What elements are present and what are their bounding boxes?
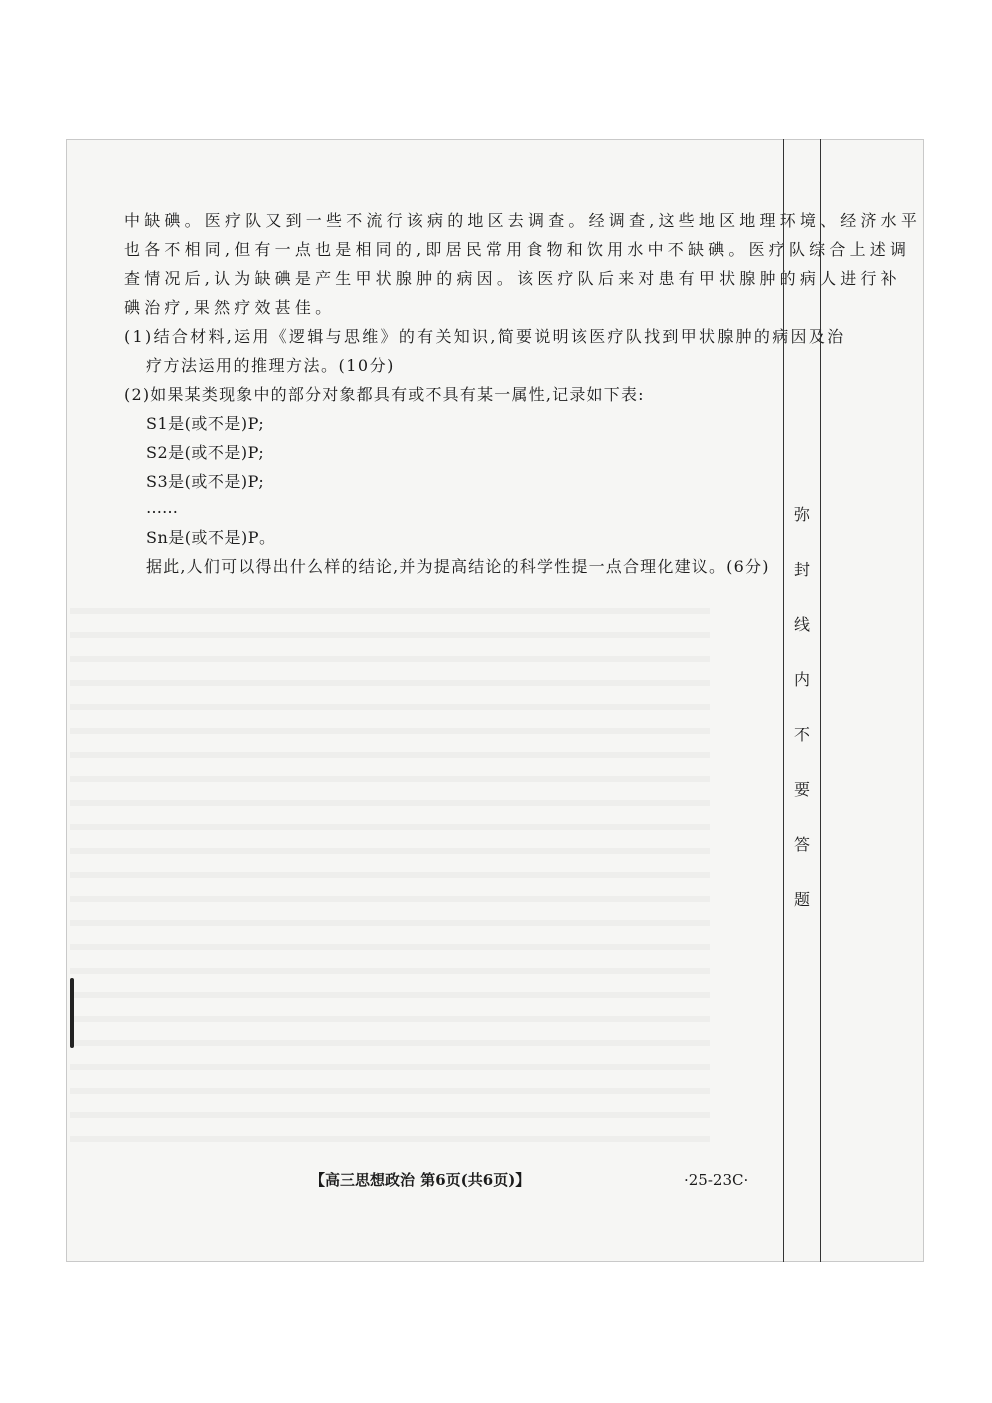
page-footer-code: ·25-23C· [684, 1171, 749, 1189]
paragraph-line: 中缺碘。医疗队又到一些不流行该病的地区去调查。经调查,这些地区地理环境、经济水平 [124, 211, 922, 230]
record-item: …… [146, 498, 178, 517]
record-item: S1是(或不是)P; [146, 414, 265, 433]
paragraph-line: 查情况后,认为缺碘是产生甲状腺肿的病因。该医疗队后来对患有甲状腺肿的病人进行补 [124, 269, 901, 288]
question-2-intro: (2)如果某类现象中的部分对象都具有或不具有某一属性,记录如下表: [124, 385, 645, 404]
binding-notice-char: 线 [793, 615, 810, 634]
binding-notice-char: 题 [793, 890, 810, 909]
binding-notice-char: 弥 [793, 505, 810, 524]
page-footer-title: 【高三思想政治 第6页(共6页)】 [310, 1171, 531, 1189]
binding-notice-char: 内 [793, 670, 810, 689]
binding-notice-char: 答 [793, 835, 810, 854]
record-item: S3是(或不是)P; [146, 472, 265, 491]
question-2-prompt: 据此,人们可以得出什么样的结论,并为提高结论的科学性提一点合理化建议。(6分) [146, 557, 770, 576]
binding-notice-char: 要 [793, 780, 810, 799]
binding-notice-char: 不 [793, 725, 810, 744]
paragraph-line: 碘治疗,果然疗效甚佳。 [124, 298, 336, 317]
record-item: S2是(或不是)P; [146, 443, 265, 462]
record-item: Sn是(或不是)P。 [146, 528, 276, 547]
scan-edge-mark [70, 978, 74, 1048]
question-1-text: (1)结合材料,运用《逻辑与思维》的有关知识,简要说明该医疗队找到甲状腺肿的病因及治 [124, 327, 846, 346]
show-through-texture [70, 590, 710, 1150]
paragraph-line: 也各不相同,但有一点也是相同的,即居民常用食物和饮用水中不缺碘。医疗队综合上述调 [124, 240, 911, 259]
binding-margin [783, 139, 821, 1262]
binding-notice-char: 封 [793, 560, 810, 579]
question-1-text: 疗方法运用的推理方法。(10分) [146, 356, 395, 375]
